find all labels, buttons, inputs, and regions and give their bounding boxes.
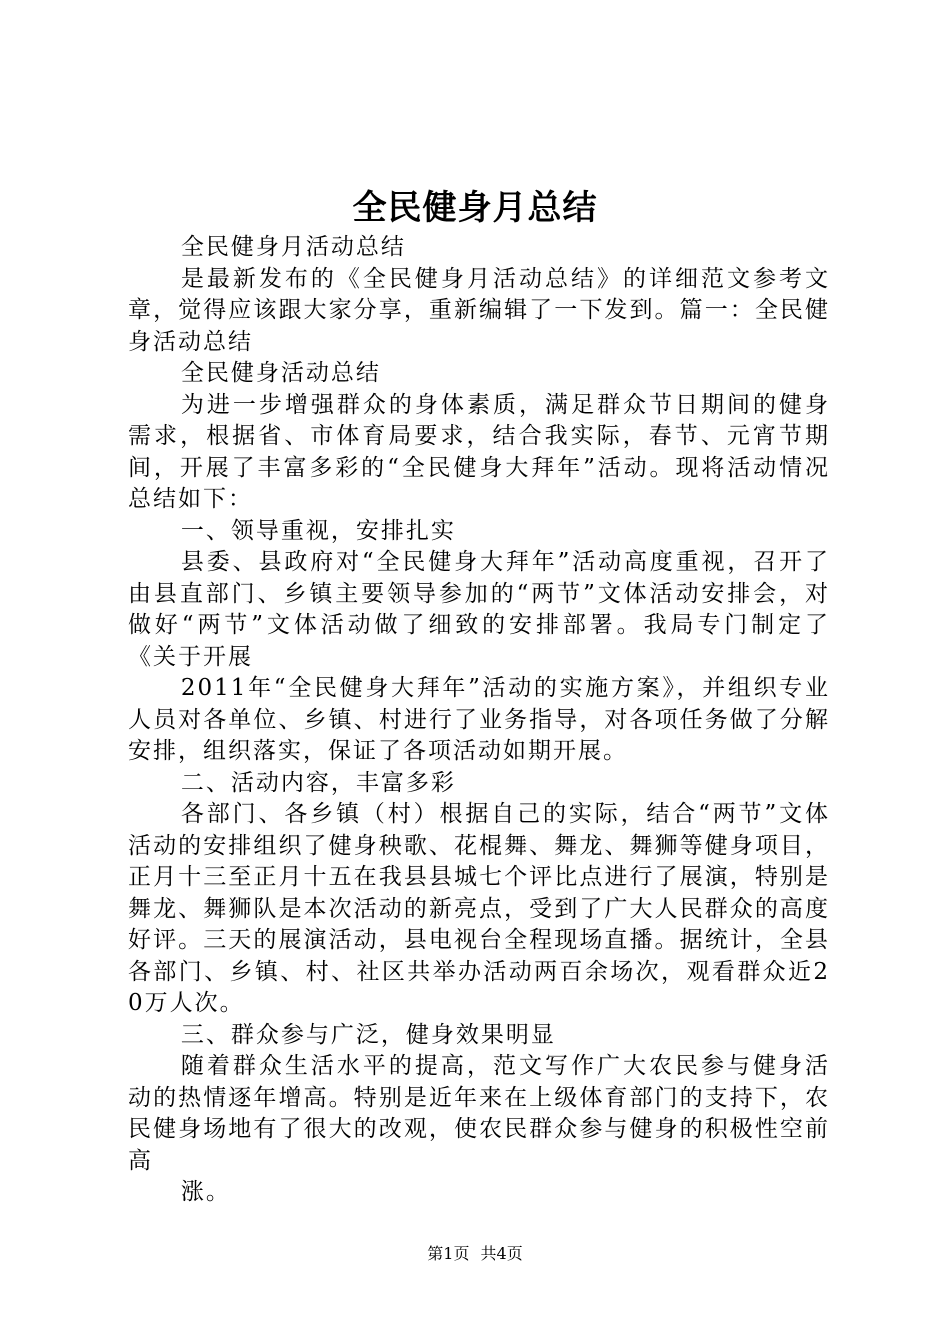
paragraph: 是最新发布的《全民健身月活动总结》的详细范文参考文章，觉得应该跟大家分享，重新编辑了一下发到。篇一：全民健身活动总结 [128,265,830,355]
paragraph: 随着群众生活水平的提高，范文写作广大农民参与健身活动的热情逐年增高。特别是近年来在上级体育部门的支持下，农民健身场地有了很大的改观，使农民群众参与健身的积极性空前高 [128,1053,830,1174]
section-heading: 一、领导重视，安排扎实 [180,517,456,544]
paragraph: 全民健身月活动总结 [180,234,406,260]
paragraph: 全民健身活动总结 [180,360,381,386]
paragraph: 涨。 [180,1179,231,1205]
section-heading: 二、活动内容，丰富多彩 [180,769,456,796]
section-heading: 三、群众参与广泛，健身效果明显 [180,1021,556,1048]
paragraph: 县委、县政府对“全民健身大拜年”活动高度重视，召开了由县直部门、乡镇主要领导参加的“两节”文体活动安排会，对做好“两节”文体活动做了细致的安排部署。我局专门制定了《关于开展 [128,549,830,670]
paragraph: 各部门、各乡镇（村）根据自己的实际，结合“两节”文体活动的安排组织了健身秧歌、花棍舞、舞龙、舞狮等健身项目，正月十三至正月十五在我县县城七个评比点进行了展演，特别是舞龙、舞狮队是本次活动的新亮点，受到了广大人民群众的高度好评。三天的展演活动，县电视台全程现场直播。据统计，全县各部门、乡镇、村、社区共举办活动两百余场次，观看群众近20万人次。 [128,801,830,1016]
page-number: 第1页 [427,1244,470,1263]
paragraph: 2011年“全民健身大拜年”活动的实施方案》，并组织专业人员对各单位、乡镇、村进行了业务指导，对各项任务做了分解安排，组织落实，保证了各项活动如期开展。 [128,675,830,764]
page-total: 共4页 [480,1244,523,1263]
page-footer [0,1242,950,1266]
document-body [128,232,830,1209]
paragraph: 为进一步增强群众的身体素质，满足群众节日期间的健身需求，根据省、市体育局要求，结合我实际，春节、元宵节期间，开展了丰富多彩的“全民健身大拜年”活动。现将活动情况总结如下： [128,391,830,512]
document-title: 全民健身月总结 [352,188,598,228]
